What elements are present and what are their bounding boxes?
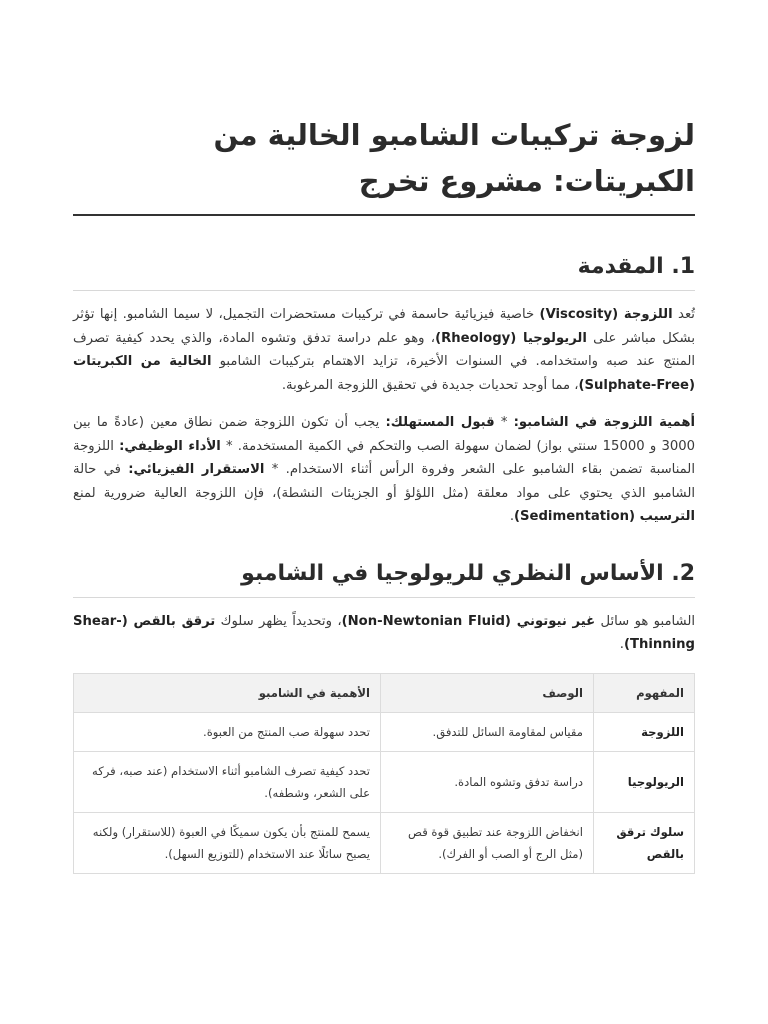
table-header-importance: الأهمية في الشامبو bbox=[74, 673, 381, 712]
text-run: خاصية فيزيائية حاسمة في تركيبات مستحضرات التجميل، لا سيما الشامبو. إنها تؤثر بشكل مباشر على bbox=[73, 307, 695, 346]
table-row bbox=[74, 751, 695, 812]
table-cell-description: دراسة تدفق وتشوه المادة. bbox=[381, 751, 594, 812]
section-heading-introduction: 1. المقدمة bbox=[73, 252, 695, 291]
rheology-paragraph bbox=[73, 610, 695, 657]
table-cell-concept: اللزوجة bbox=[594, 712, 695, 751]
text-run: ، مما أوجد تحديات جديدة في تحقيق اللزوجة المرغوبة. bbox=[281, 377, 579, 393]
importance-paragraph bbox=[73, 411, 695, 529]
intro-paragraph bbox=[73, 303, 695, 397]
table-header-concept: المفهوم bbox=[594, 673, 695, 712]
bold-term: الأداء الوظيفي: bbox=[119, 438, 221, 454]
text-run: تُعد bbox=[672, 307, 695, 322]
table-cell-importance: يسمح للمنتج بأن يكون سميكًا في العبوة (للاستقرار) ولكنه يصبح سائلًا عند الاستخدام (للتوزيع السهل). bbox=[74, 812, 381, 873]
table-header-row bbox=[74, 673, 695, 712]
page-title: لزوجة تركيبات الشامبو الخالية من الكبريتات: مشروع تخرج bbox=[73, 112, 695, 216]
table-cell-description: مقياس لمقاومة السائل للتدفق. bbox=[381, 712, 594, 751]
table-cell-description: انخفاض اللزوجة عند تطبيق قوة قص (مثل الرج أو الصب أو الفرك). bbox=[381, 812, 594, 873]
table-cell-importance: تحدد كيفية تصرف الشامبو أثناء الاستخدام (عند صبه، فركه على الشعر، وشطفه). bbox=[74, 751, 381, 812]
table-row bbox=[74, 712, 695, 751]
text-run: . bbox=[619, 637, 624, 652]
table-header-description: الوصف bbox=[381, 673, 594, 712]
document-content bbox=[73, 112, 695, 874]
bold-term: قبول المستهلك: bbox=[385, 415, 495, 430]
text-run: يجب أن تكون اللزوجة ضمن نطاق معين (عادةً ما بين 3000 و 15000 سنتي بواز) لضمان سهولة الصب والتحكم في الكمية المستخدمة. * bbox=[73, 415, 695, 454]
table-row bbox=[74, 812, 695, 873]
bold-term: الاستقرار الفيزيائي: bbox=[128, 462, 265, 477]
table-cell-concept: سلوك ترقق بالقص bbox=[594, 812, 695, 873]
bold-term: اللزوجة (Viscosity) bbox=[539, 307, 673, 322]
table-cell-concept: الريولوجيا bbox=[594, 751, 695, 812]
table-cell-importance: تحدد سهولة صب المنتج من العبوة. bbox=[74, 712, 381, 751]
text-run: ، وتحديداً يظهر سلوك bbox=[215, 613, 342, 629]
text-run: * bbox=[494, 415, 514, 430]
bold-term: الترسيب (Sedimentation) bbox=[514, 509, 695, 524]
bold-term: ترقق بالقص (Shear-Thinning) bbox=[73, 613, 695, 652]
concepts-table bbox=[73, 673, 695, 874]
text-run: . bbox=[509, 509, 515, 524]
text-run: ، وهو علم دراسة تدفق وتشوه المادة، والذي يحدد كيفية تصرف المنتج عند صبه واستخدامه. في السنوات الأخيرة، تزايد الاهتمام بتركيبات الشامبو bbox=[73, 330, 696, 369]
bold-term: غير نيوتوني (Non-Newtonian Fluid) bbox=[341, 613, 596, 629]
bold-term: أهمية اللزوجة في الشامبو: bbox=[513, 415, 696, 430]
text-run: الشامبو هو سائل bbox=[595, 613, 696, 629]
section-heading-rheology: 2. الأساس النظري للريولوجيا في الشامبو bbox=[73, 559, 695, 598]
bold-term: الخالية من الكبريتات (Sulphate-Free) bbox=[73, 354, 695, 393]
text-run: في حالة الشامبو الذي يحتوي على مواد معلقة (مثل اللؤلؤ أو الجزيئات النشطة)، فإن اللزوجة العالية ضرورية لمنع bbox=[73, 462, 695, 501]
text-run: اللزوجة المناسبة تضمن بقاء الشامبو على الشعر وفروة الرأس أثناء الاستخدام. * bbox=[73, 438, 695, 477]
bold-term: الريولوجيا (Rheology) bbox=[435, 330, 587, 346]
